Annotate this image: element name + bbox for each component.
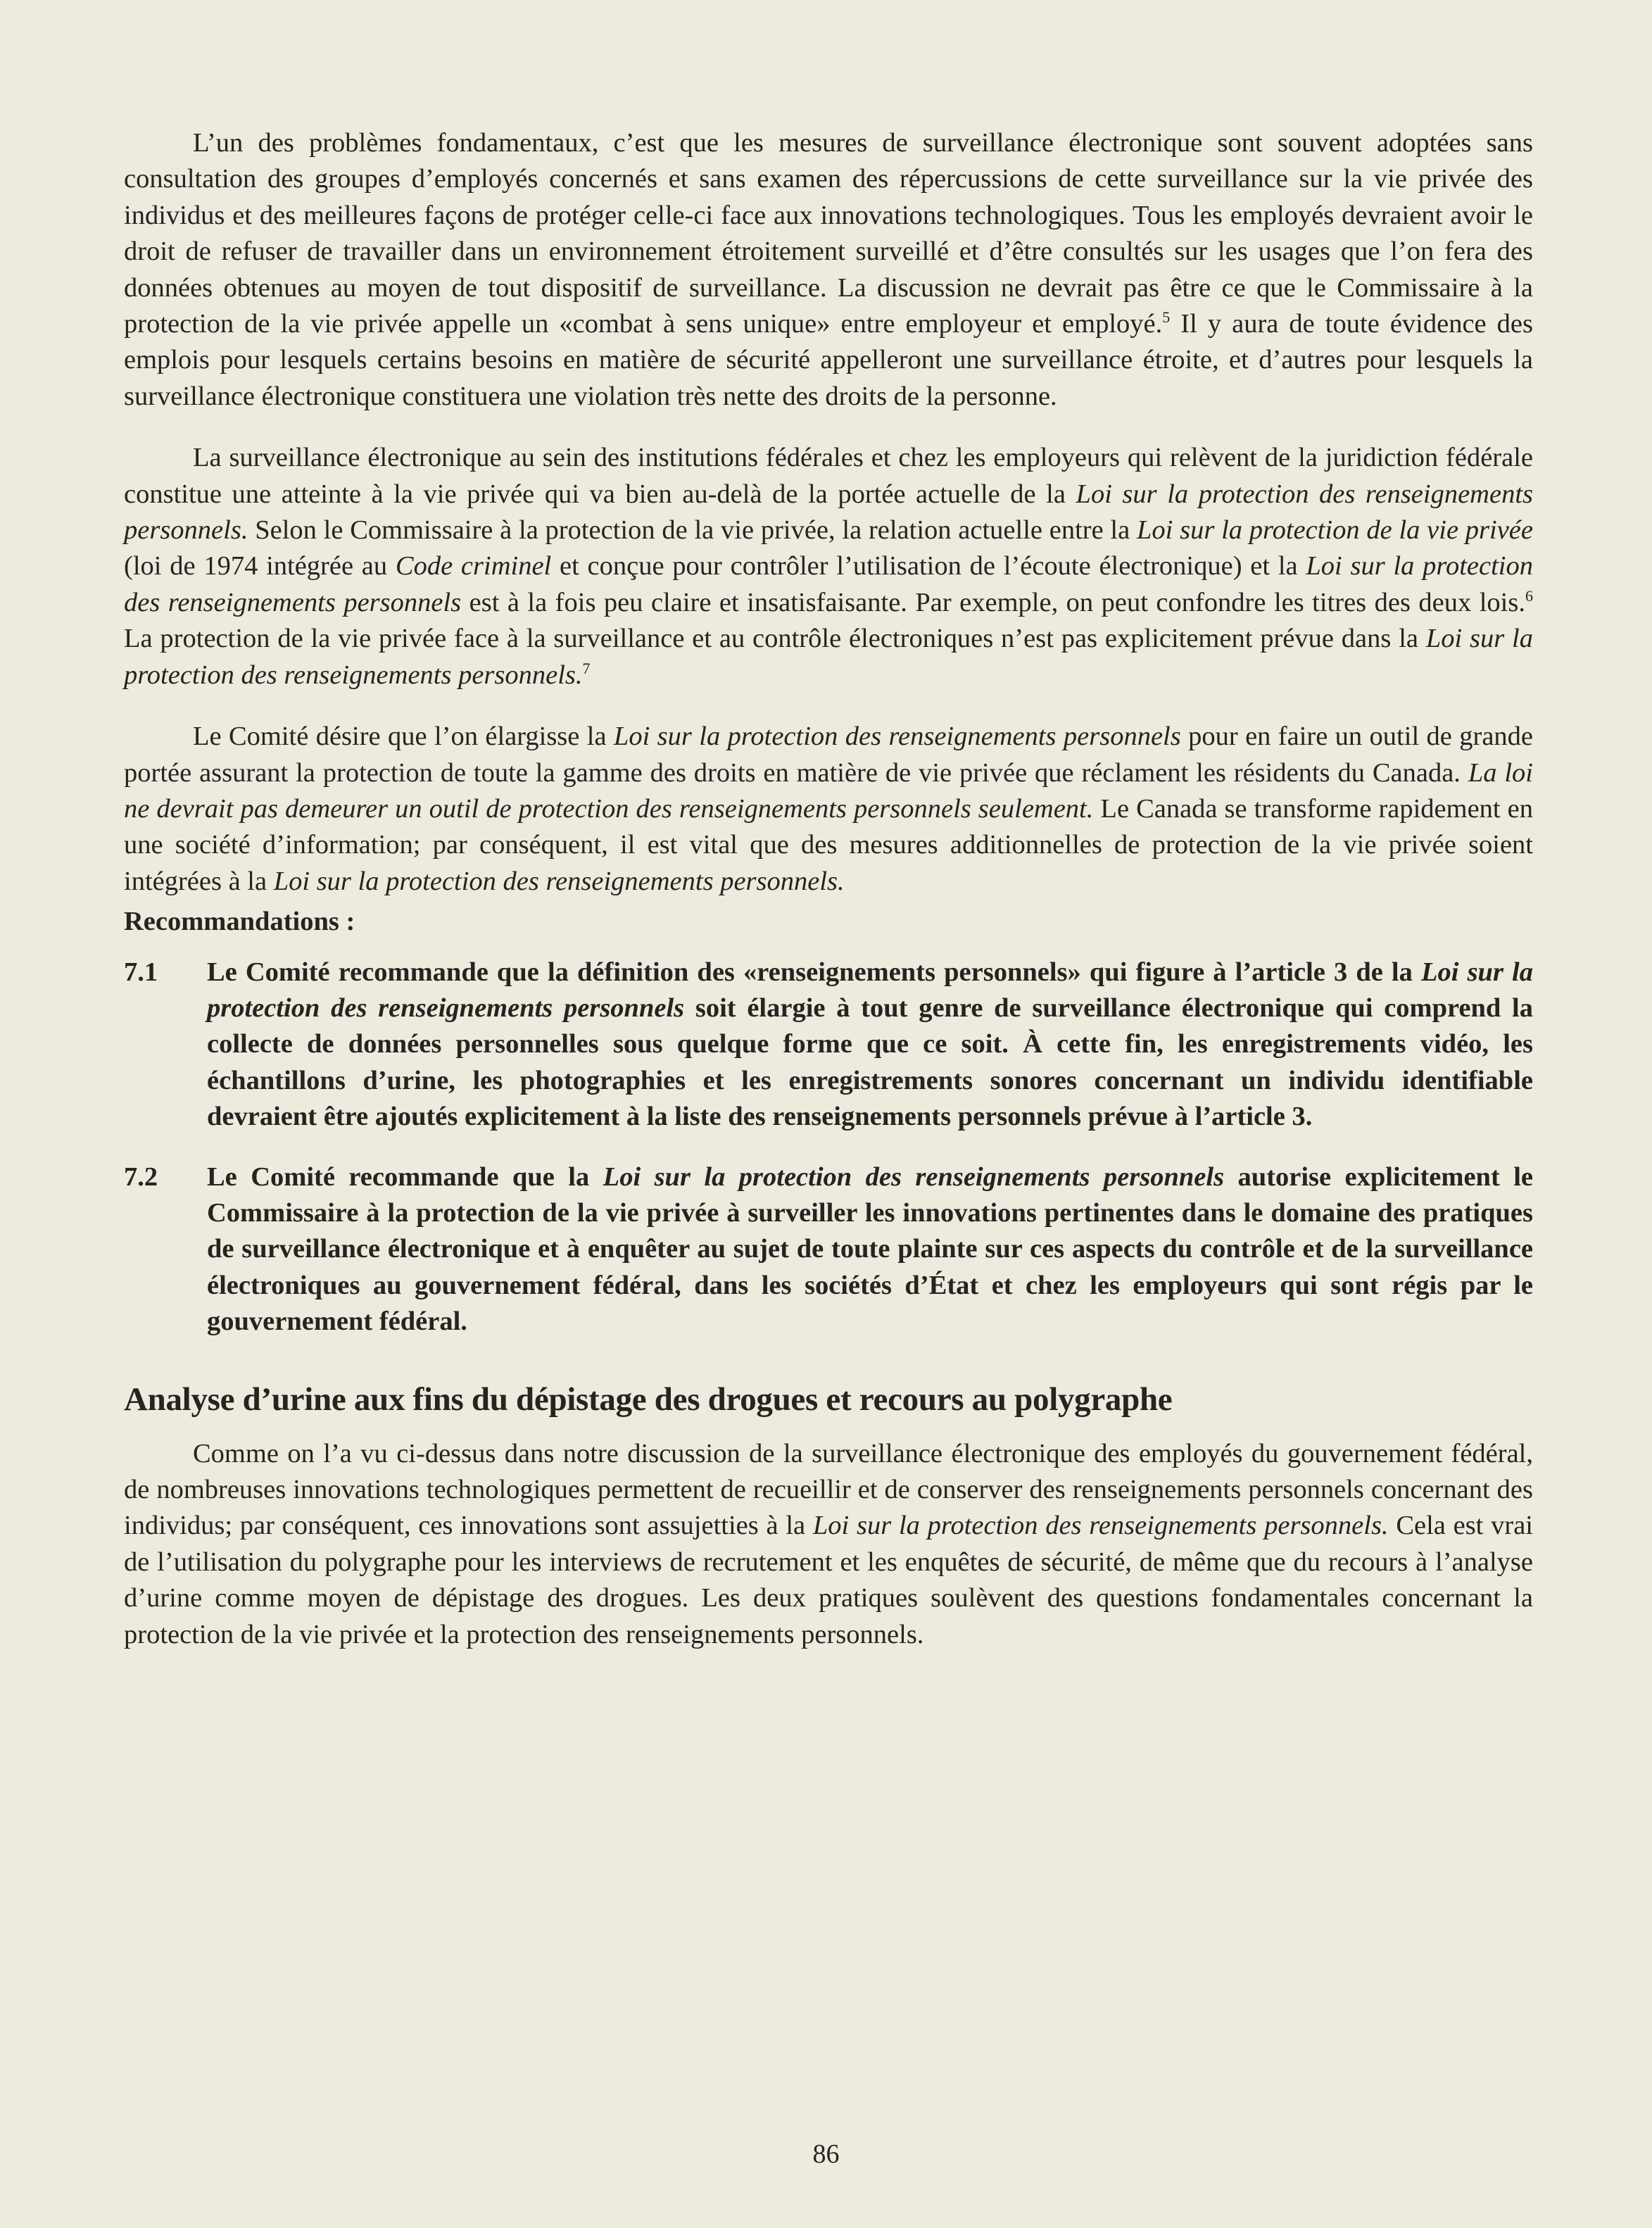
law-title-italic: Loi sur la protection des renseignements personnels	[207, 957, 1533, 1023]
law-title-italic: Loi sur la protection de la vie privée	[1136, 515, 1533, 546]
paragraph-4	[124, 1436, 1533, 1653]
paragraph-3-text: Le Comité désire que l’on élargisse la	[193, 722, 614, 752]
paragraph-3	[124, 719, 1533, 900]
section-heading: Analyse d’urine aux fins du dépistage des drogues et recours au polygraphe	[124, 1380, 1173, 1418]
recommendation-number: 7.1	[124, 957, 158, 987]
recommendation-text	[207, 955, 1533, 1135]
law-title-italic: Loi sur la protection des renseignements personnels.	[273, 866, 845, 896]
footnote-ref-6: 6	[1525, 586, 1533, 605]
emphasis-italic: La loi ne devrait pas demeurer un outil de protection des renseignements personnels seulement.	[124, 757, 1533, 824]
page-number: 86	[812, 2139, 840, 2169]
law-title-italic: Loi sur la protection des renseignements personnels	[124, 551, 1533, 617]
recommendation-text-a: Le Comité recommande que la définition des «renseignements personnels» qui figure à l’article 3 de la	[207, 957, 1421, 987]
law-title-italic: Loi sur la protection des renseignements personnels.	[812, 1511, 1389, 1541]
recommendation-number: 7.2	[124, 1162, 158, 1192]
paragraph-2-text-c: (loi de 1974 intégrée au	[124, 551, 396, 581]
footnote-ref-5: 5	[1162, 308, 1171, 327]
recommendations-heading: Recommandations :	[124, 907, 355, 937]
law-title-italic: Loi sur la protection des renseignements personnels	[613, 722, 1181, 752]
paragraph-1	[124, 125, 1533, 415]
paragraph-1-text: L’un des problèmes fondamentaux, c’est que les mesures de surveillance électronique sont souvent adoptées sans consultation des groupes d’employés concernés et sans examen des répercussions de cette surveillance sur la vie privée des individus et des meilleures façons de protéger celle-ci face aux innovations technologiques. Tous les employés devraient avoir le droit de refuser de travailler dans un environnement étroitement surveillé et d’être consultés sur les usages que l’on fera des données obtenues au moyen de tout dispositif de surveillance. La discussion ne devrait pas être ce que le Commissaire à la protection de la vie privée appelle un «combat à sens unique» entre employeur et employé.	[124, 128, 1533, 339]
law-title-italic: Code criminel	[395, 551, 552, 581]
recommendation-text-a: Le Comité recommande que la	[207, 1162, 603, 1192]
paragraph-1-text-cont: Il y aura de toute évidence des emplois pour lesquels certains besoins en matière de sécurité appelleront une surveillance étroite, et d’autres pour lesquels la surveillance électronique constituera une violation très nette des droits de la personne.	[124, 309, 1533, 411]
paragraph-2-text: La surveillance électronique au sein des institutions fédérales et chez les employeurs qui relèvent de la juridiction fédérale constitue une atteinte à la vie privée qui va bien au-delà de la portée actuelle de la	[124, 443, 1533, 509]
law-title-italic: Loi sur la protection des renseignements personnels.	[124, 624, 1533, 690]
document-page	[124, 125, 1533, 1678]
paragraph-2-text-b: Selon le Commissaire à la protection de la vie privée, la relation actuelle entre la	[248, 515, 1137, 546]
paragraph-2-text-d: et conçue pour contrôler l’utilisation de l’écoute électronique) et la	[551, 551, 1306, 581]
paragraph-2	[124, 440, 1533, 693]
paragraph-2-text-f: La protection de la vie privée face à la surveillance et au contrôle électroniques n’est pas explicitement prévue dans la	[124, 624, 1426, 654]
recommendation-7-2	[124, 1159, 1533, 1340]
paragraph-4-text-b: Cela est vrai de l’utilisation du polygraphe pour les interviews de recrutement et les enquêtes de sécurité, de même que du recours à l’analyse d’urine comme moyen de dépistage des drogues. Les deux pratiques soulèvent des questions fondamentales concernant la protection de la vie privée et la protection des renseignements personnels.	[124, 1511, 1533, 1649]
recommendation-text-b: soit élargie à tout genre de surveillance électronique qui comprend la collecte de données personnelles sous quelque forme que ce soit. À cette fin, les enregistrements vidéo, les échantillons d’urine, les photographies et les enregistrements sonores concernant un individu identifiable devraient être ajoutés explicitement à la liste des renseignements personnels prévue à l’article 3.	[207, 993, 1533, 1132]
recommendation-text-b: autorise explicitement le Commissaire à la protection de la vie privée à surveiller les innovations pertinentes dans le domaine des pratiques de surveillance électronique et à enquêter au sujet de toute plainte sur ces aspects du contrôle et de la surveillance électroniques au gouvernement fédéral, dans les sociétés d’État et chez les employeurs qui sont régis par le gouvernement fédéral.	[207, 1162, 1534, 1337]
paragraph-4-text: Comme on l’a vu ci-dessus dans notre discussion de la surveillance électronique des employés du gouvernement fédéral, de nombreuses innovations technologiques permettent de recueillir et de conserver des renseignements personnels concernant des individus; par conséquent, ces innovations sont assujetties à la	[124, 1438, 1533, 1541]
recommendation-7-1	[124, 955, 1533, 1135]
law-title-italic: Loi sur la protection des renseignements personnels.	[124, 479, 1533, 546]
recommendation-text	[207, 1159, 1533, 1340]
paragraph-2-text-e: est à la fois peu claire et insatisfaisante. Par exemple, on peut confondre les titres des deux lois.	[461, 587, 1525, 617]
footnote-ref-7: 7	[582, 659, 591, 677]
paragraph-3-text-b: pour en faire un outil de grande portée assurant la protection de toute la gamme des droits en matière de vie privée que réclament les résidents du Canada.	[124, 722, 1533, 788]
law-title-italic: Loi sur la protection des renseignements personnels	[603, 1162, 1225, 1192]
paragraph-3-text-c: Le Canada se transforme rapidement en une société d’information; par conséquent, il est vital que des mesures additionnelles de protection de la vie privée soient intégrées à la	[124, 793, 1533, 896]
